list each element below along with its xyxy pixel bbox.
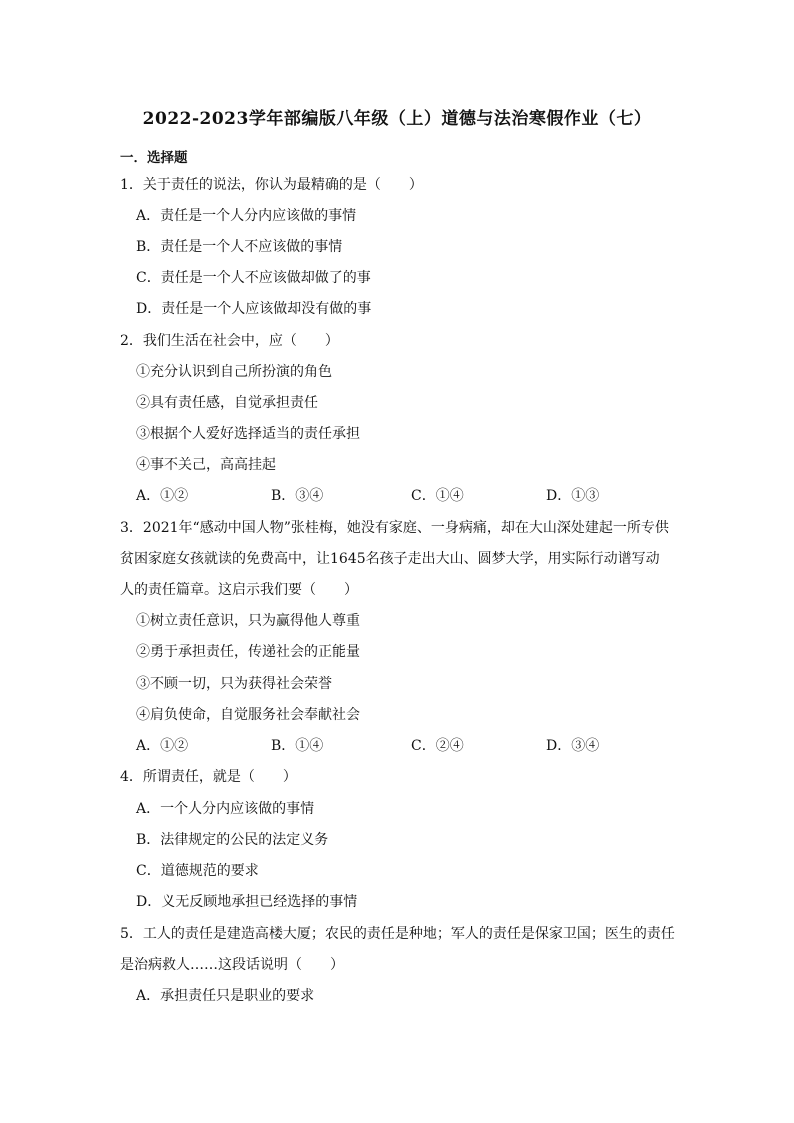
document-title: 2022-2023学年部编版八年级（上）道德与法治寒假作业（七） (142, 109, 652, 129)
question-2-item-2: ②具有责任感，自觉承担责任 (136, 395, 318, 411)
question-3-stem-line-1: 3．2021年“感动中国人物”张桂梅，她没有家庭、一身病痛，却在大山深处建起一所专供 (120, 520, 669, 536)
question-4-option-b[interactable]: B．法律规定的公民的法定义务 (136, 832, 329, 848)
question-2-option-a[interactable]: A．①② (136, 488, 189, 504)
question-1-option-d[interactable]: D．责任是一个人应该做却没有做的事 (136, 301, 372, 317)
question-1-option-a[interactable]: A．责任是一个人分内应该做的事情 (136, 208, 357, 224)
question-4-option-a[interactable]: A．一个人分内应该做的事情 (136, 801, 315, 817)
question-3-option-c[interactable]: C．②④ (411, 738, 464, 754)
question-5-stem-line-2: 是治病救人……这段话说明（ ） (120, 957, 344, 973)
question-2-option-d[interactable]: D．①③ (546, 488, 600, 504)
section-heading: 一．选择题 (120, 150, 188, 166)
question-5-stem-line-1: 5．工人的责任是建造高楼大厦；农民的责任是种地；军人的责任是保家卫国；医生的责任 (120, 926, 675, 942)
question-3-option-a[interactable]: A．①② (136, 738, 189, 754)
question-4-option-c[interactable]: C．道德规范的要求 (136, 863, 259, 879)
question-2-stem: 2．我们生活在社会中，应（ ） (120, 333, 339, 349)
question-3-item-3: ③不顾一切，只为获得社会荣誉 (136, 676, 332, 692)
question-1-option-c[interactable]: C．责任是一个人不应该做却做了的事 (136, 270, 371, 286)
question-3-item-2: ②勇于承担责任，传递社会的正能量 (136, 644, 360, 660)
question-2-item-3: ③根据个人爱好选择适当的责任承担 (136, 426, 360, 442)
question-1-stem: 1．关于责任的说法，你认为最精确的是（ ） (120, 177, 423, 193)
question-5-option-a[interactable]: A．承担责任只是职业的要求 (136, 988, 315, 1004)
question-3-stem-line-2: 贫困家庭女孩就读的免费高中，让1645名孩子走出大山、圆梦大学，用实际行动谱写动 (120, 551, 660, 567)
question-4-option-d[interactable]: D．义无反顾地承担已经选择的事情 (136, 894, 358, 910)
question-2-item-4: ④事不关己，高高挂起 (136, 457, 276, 473)
question-2-item-1: ①充分认识到自己所扮演的角色 (136, 364, 332, 380)
question-3-item-4: ④肩负使命，自觉服务社会奉献社会 (136, 707, 360, 723)
question-3-option-d[interactable]: D．③④ (546, 738, 600, 754)
question-3-option-b[interactable]: B．①④ (271, 738, 324, 754)
question-4-stem: 4．所谓责任，就是（ ） (120, 769, 297, 785)
question-2-option-c[interactable]: C．①④ (411, 488, 464, 504)
question-3-stem-line-3: 人的责任篇章。这启示我们要（ ） (120, 582, 358, 598)
question-3-item-1: ①树立责任意识，只为赢得他人尊重 (136, 613, 360, 629)
question-2-option-b[interactable]: B．③④ (271, 488, 324, 504)
question-1-option-b[interactable]: B．责任是一个人不应该做的事情 (136, 239, 343, 255)
